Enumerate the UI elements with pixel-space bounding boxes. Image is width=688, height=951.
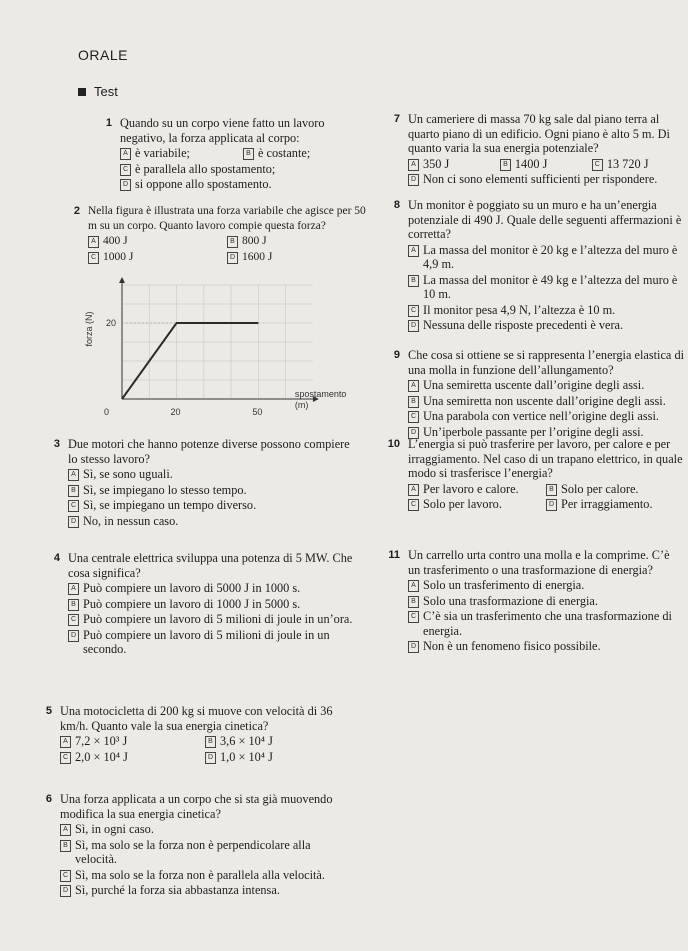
section-title (78, 84, 118, 99)
question-number: 5 (45, 705, 52, 717)
question-7 (393, 112, 684, 187)
option-b[interactable]: B 1400 J (500, 157, 592, 172)
option-d[interactable]: D No, in nessun caso. (68, 514, 358, 529)
option-c[interactable]: C 13 720 J (592, 157, 684, 172)
y-axis-arrow-icon (119, 277, 125, 283)
option-d[interactable]: D Sì, purché la forza sia abbastanza intensa. (60, 883, 350, 898)
y-axis-label: forza (N) (84, 311, 94, 347)
option-a[interactable]: A Sì, se sono uguali. (68, 467, 358, 482)
option-d[interactable]: D Non è un fenomeno fisico possibile. (408, 639, 684, 654)
question-3 (53, 437, 358, 528)
question-5 (45, 704, 350, 764)
question-8 (393, 198, 684, 333)
option-d[interactable]: D Nessuna delle risposte precedenti è vera. (408, 318, 684, 333)
option-a[interactable]: A 7,2 × 10³ J (60, 734, 205, 749)
option-d[interactable]: D Può compiere un lavoro di 5 milioni di joule in un secondo. (68, 628, 358, 657)
option-c[interactable]: C Sì, se impiegano un tempo diverso. (68, 498, 358, 513)
option-a[interactable]: A La massa del monitor è 20 kg e l’altezza del muro è 4,9 m. (408, 243, 684, 272)
question-number: 2 (73, 205, 80, 217)
question-11 (388, 548, 684, 654)
option-b[interactable]: B Solo per calore. (546, 482, 684, 497)
option-a[interactable]: A Una semiretta uscente dall’origine degli assi. (408, 378, 684, 393)
option-b[interactable]: B Sì, ma solo se la forza non è perpendicolare alla velocità. (60, 838, 350, 867)
option-d[interactable]: D si oppone allo spostamento. (120, 177, 366, 192)
question-9 (393, 348, 685, 439)
option-d[interactable]: D Per irraggiamento. (546, 497, 684, 512)
x-axis-label: spostamento (294, 389, 347, 399)
option-c[interactable]: C è parallela allo spostamento; (120, 162, 366, 177)
option-c[interactable]: C Il monitor pesa 4,9 N, l’altezza è 10 m. (408, 303, 684, 318)
option-b[interactable]: B Una semiretta non uscente dall’origine degli assi. (408, 394, 684, 409)
option-a[interactable]: A è variabile; (120, 146, 243, 161)
question-number: 1 (105, 117, 112, 129)
option-d[interactable]: D 1600 J (227, 250, 366, 265)
question-text: Due motori che hanno potenze diverse possono compiere lo stesso lavoro? (68, 437, 350, 466)
question-number: 9 (393, 349, 400, 361)
option-b[interactable]: B Sì, se impiegano lo stesso tempo. (68, 483, 358, 498)
x-axis-unit-label: (m) (294, 400, 309, 410)
option-d[interactable]: D Un’iperbole passante per l’origine degli assi. (408, 425, 684, 440)
option-b[interactable]: B è costante; (243, 146, 366, 161)
question-2 (73, 204, 366, 264)
x-tick-label: 20 (170, 407, 181, 417)
question-text: Quando su un corpo viene fatto un lavoro negativo, la forza applicata al corpo: (120, 116, 325, 145)
question-number: 10 (387, 438, 400, 450)
question-text: Un cameriere di massa 70 kg sale dal piano terra al quarto piano di un edificio. Ogni piano è alto 5 m. Di quanto varia la sua energia potenziale? (408, 112, 670, 155)
option-c[interactable]: C C’è sia un trasferimento che una trasformazione di energia. (408, 609, 684, 638)
x-tick-label: 50 (252, 407, 263, 417)
option-a[interactable]: A 400 J (88, 234, 227, 249)
question-number: 7 (393, 113, 400, 125)
chapter-header: ORALE (78, 47, 128, 63)
question-1 (105, 116, 366, 192)
option-a[interactable]: A 350 J (408, 157, 500, 172)
question-number: 6 (45, 793, 52, 805)
question-text: Una forza applicata a un corpo che si sta già muovendo modifica la sua energia cinetica? (60, 792, 333, 821)
question-number: 8 (393, 199, 400, 211)
option-c[interactable]: C Solo per lavoro. (408, 497, 546, 512)
origin-label: 0 (104, 407, 110, 417)
question-number: 3 (53, 438, 60, 450)
question-text: Un monitor è poggiato su un muro e ha un’energia potenziale di 490 J. Quale delle seguenti affermazioni è corretta? (408, 198, 682, 241)
question-6 (45, 792, 350, 898)
option-c[interactable]: C 1000 J (88, 250, 227, 265)
option-c[interactable]: C Sì, ma solo se la forza non è parallela alla velocità. (60, 868, 350, 883)
option-d[interactable]: D Non ci sono elementi sufficienti per rispondere. (408, 172, 684, 187)
question-10 (387, 437, 684, 512)
option-b[interactable]: B 800 J (227, 234, 366, 249)
section-title-label: Test (94, 84, 118, 99)
question-text: Una motocicletta di 200 kg si muove con velocità di 36 km/h. Quanto vale la sua energia cinetica? (60, 704, 333, 733)
option-c[interactable]: C 2,0 × 10⁴ J (60, 750, 205, 765)
option-b[interactable]: B La massa del monitor è 49 kg e l’altezza del muro è 10 m. (408, 273, 684, 302)
option-d[interactable]: D 1,0 × 10⁴ J (205, 750, 350, 765)
option-c[interactable]: C Una parabola con vertice nell’origine degli assi. (408, 409, 684, 424)
question-text: L’energia si può trasferire per lavoro, per calore e per irraggiamento. Nel caso di un trapano elettrico, in quale modo si trasferisce l’energia? (408, 437, 683, 480)
option-b[interactable]: B Può compiere un lavoro di 1000 J in 5000 s. (68, 597, 358, 612)
option-b[interactable]: B 3,6 × 10⁴ J (205, 734, 350, 749)
question-text: Un carrello urta contro una molla e la comprime. C’è un trasferimento o una trasformazione di energia? (408, 548, 670, 577)
y-tick-label: 20 (106, 318, 117, 328)
force-displacement-chart (62, 277, 362, 427)
question-number: 4 (53, 552, 60, 564)
question-text: Una centrale elettrica sviluppa una potenza di 5 MW. Che cosa significa? (68, 551, 353, 580)
question-text: Che cosa si ottiene se si rappresenta l’energia elastica di una molla in funzione dell’allungamento? (408, 348, 685, 377)
option-c[interactable]: C Può compiere un lavoro di 5 milioni di joule in un’ora. (68, 612, 358, 627)
option-a[interactable]: A Solo un trasferimento di energia. (408, 578, 684, 593)
question-number: 11 (388, 549, 400, 561)
option-a[interactable]: A Per lavoro e calore. (408, 482, 546, 497)
square-bullet-icon (78, 88, 86, 96)
option-a[interactable]: A Sì, in ogni caso. (60, 822, 350, 837)
question-4 (53, 551, 358, 657)
option-a[interactable]: A Può compiere un lavoro di 5000 J in 1000 s. (68, 581, 358, 596)
option-b[interactable]: B Solo una trasformazione di energia. (408, 594, 684, 609)
question-text: Nella figura è illustrata una forza variabile che agisce per 50 m su un corpo. Quanto lavoro compie questa forza? (88, 205, 366, 232)
